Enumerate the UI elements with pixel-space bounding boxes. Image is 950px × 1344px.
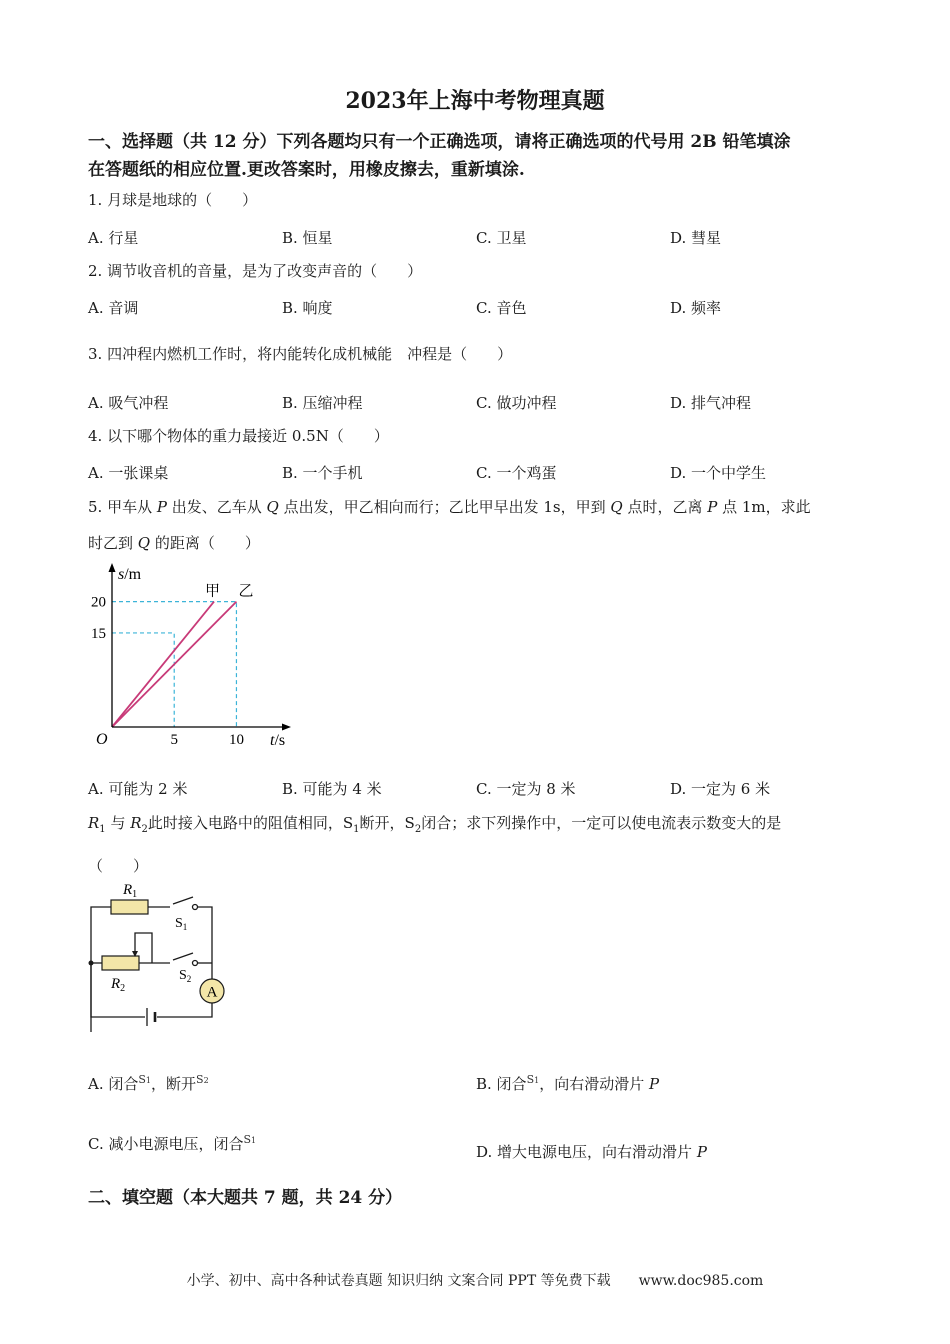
q5-point-q: Q xyxy=(266,498,279,516)
q4-option-b: B. 一个手机 xyxy=(282,464,363,482)
q6-line-1 xyxy=(88,808,868,845)
q6-option-b xyxy=(476,1073,659,1094)
section-2-heading: 二、填空题（本大题共 7 题，共 24 分） xyxy=(88,1188,403,1208)
q6-a-s1-sub: 1 xyxy=(145,1076,152,1085)
series-label-1: 甲 xyxy=(205,583,221,600)
question-6-stem xyxy=(88,808,868,881)
q6-c-text: C. 减小电源电压，闭合 xyxy=(88,1135,244,1153)
page-footer: 小学、初中、高中各种试卷真题 知识归纳 文案合同 PPT 等免费下载 www.doc985.com xyxy=(186,1273,764,1289)
q6-option-d xyxy=(476,1141,707,1162)
q6-c-s1-letter: S xyxy=(243,1133,252,1146)
q1-option-b: B. 恒星 xyxy=(282,229,333,247)
q6-r1: R xyxy=(88,814,100,832)
q2-option-a: A. 音调 xyxy=(88,299,139,317)
y-axis-unit: /m xyxy=(124,566,142,583)
rheostat-r2 xyxy=(102,956,139,970)
q6-r2: R xyxy=(130,814,142,832)
s2-label xyxy=(179,968,191,984)
x-axis-var: t xyxy=(270,732,275,749)
q6-a-s1 xyxy=(138,1073,151,1086)
question-2-stem: 2. 调节收音机的音量，是为了改变声音的（ ） xyxy=(88,262,423,280)
r2-label xyxy=(110,976,125,994)
q6-c-s1-sub: 1 xyxy=(251,1136,257,1145)
x-axis-arrow xyxy=(282,724,291,731)
r1-label-letter: R xyxy=(123,882,133,898)
y-axis-arrow xyxy=(109,563,116,572)
q5-option-a: A. 可能为 2 米 xyxy=(88,780,188,798)
q5-text-d: 点时，乙离 xyxy=(622,498,708,516)
q5-option-c: C. 一定为 8 米 xyxy=(476,780,576,798)
q3-option-a: A. 吸气冲程 xyxy=(88,394,169,412)
q6-a-text-1: A. 闭合 xyxy=(88,1075,139,1093)
q6-a-s1-letter: S xyxy=(138,1073,146,1086)
r2-label-sub: 2 xyxy=(120,983,126,994)
q6-a-s2-letter: S xyxy=(196,1073,204,1086)
q6-d-text: D. 增大电源电压，向右滑动滑片 xyxy=(476,1143,697,1161)
s-t-graph xyxy=(80,560,310,760)
s2-label-sub: 2 xyxy=(186,974,192,984)
q6-a-s2-sub: 2 xyxy=(203,1076,209,1085)
question-4-stem: 4. 以下哪个物体的重力最接近 0.5N（ ） xyxy=(88,427,389,445)
q2-option-d: D. 频率 xyxy=(670,299,722,317)
x-tick-label-1: 5 xyxy=(170,732,178,748)
page-title: 2023年上海中考物理真题 xyxy=(345,88,605,114)
q6-s2-sub: 2 xyxy=(414,824,422,835)
junction-node xyxy=(89,961,94,966)
q1-option-c: C. 卫星 xyxy=(476,229,527,247)
q6-text-b: 断开，S xyxy=(359,814,415,832)
q5-point-q-2: Q xyxy=(610,498,623,516)
q3-option-b: B. 压缩冲程 xyxy=(282,394,363,412)
q4-option-d: D. 一个中学生 xyxy=(670,464,767,482)
series-label-2: 乙 xyxy=(238,583,254,600)
q6-r2-sub: 2 xyxy=(141,824,148,835)
q5-point-p: P xyxy=(156,498,167,516)
q5-line-2 xyxy=(88,528,868,558)
q6-b-p: P xyxy=(648,1075,660,1093)
q6-r1-sub: 1 xyxy=(99,824,106,835)
q6-text-c: 闭合；求下列操作中，一定可以使电流表示数变大的是 xyxy=(421,814,782,832)
q2-option-b: B. 响度 xyxy=(282,299,333,317)
q6-b-text-2: ，向右滑动滑片 xyxy=(539,1075,649,1093)
q3-option-c: C. 做功冲程 xyxy=(476,394,557,412)
circuit-diagram xyxy=(82,872,242,1032)
q6-a-s2 xyxy=(196,1073,209,1086)
q5-text-a: 5. 甲车从 xyxy=(88,498,157,516)
s1-label-sub: 1 xyxy=(182,922,188,932)
q6-option-c xyxy=(88,1133,256,1154)
question-3-stem: 3. 四冲程内燃机工作时，将内能转化成机械能 冲程是（ ） xyxy=(88,345,513,363)
q2-option-c: C. 音色 xyxy=(476,299,527,317)
q5-text-c: 点出发，甲乙相向而行；乙比甲早出发 1s，甲到 xyxy=(278,498,611,516)
q5-line-1 xyxy=(88,492,868,522)
q6-d-p: P xyxy=(696,1143,707,1161)
q5-line2-a: 时乙到 xyxy=(88,534,138,552)
y-tick-label-2: 20 xyxy=(91,594,106,611)
section-1-heading xyxy=(88,128,868,184)
q5-option-d: D. 一定为 6 米 xyxy=(670,780,771,798)
y-axis-label xyxy=(118,566,142,583)
r1-label xyxy=(122,882,137,900)
q5-point-q-3: Q xyxy=(137,534,151,552)
q6-and: 与 xyxy=(105,814,131,832)
q6-a-text-2: ，断开 xyxy=(151,1075,197,1093)
r1-label-sub: 1 xyxy=(132,889,138,900)
q5-option-b: B. 可能为 4 米 xyxy=(282,780,382,798)
question-5-stem xyxy=(88,492,868,558)
q5-point-p-2: P xyxy=(707,498,718,516)
q4-option-a: A. 一张课桌 xyxy=(88,464,169,482)
section-1-line-1: 一、选择题（共 12 分）下列各题均只有一个正确选项，请将正确选项的代号用 2B 铅笔填涂 xyxy=(88,132,791,152)
guide-line-1 xyxy=(112,633,174,727)
q6-line-2: （ ） xyxy=(88,857,149,875)
q5-line2-b: 的距离（ ） xyxy=(150,534,260,552)
q1-option-a: A. 行星 xyxy=(88,229,139,247)
x-axis-label xyxy=(270,732,285,749)
q4-option-c: C. 一个鸡蛋 xyxy=(476,464,557,482)
q6-c-s1 xyxy=(243,1133,256,1146)
q6-b-text-1: B. 闭合 xyxy=(476,1075,527,1093)
s2-label-letter: S xyxy=(179,968,187,983)
q6-b-s1-letter: S xyxy=(526,1073,535,1086)
q6-b-s1 xyxy=(527,1073,540,1086)
section-1-line-2: 在答题纸的相应位置.更改答案时，用橡皮擦去，重新填涂. xyxy=(88,160,525,180)
q6-s1-sub: 1 xyxy=(353,824,360,835)
r2-label-letter: R xyxy=(111,976,121,992)
q3-option-d: D. 排气冲程 xyxy=(670,394,752,412)
ammeter-label: A xyxy=(206,984,218,1001)
q5-text-b: 出发、乙车从 xyxy=(166,498,267,516)
y-tick-label-1: 15 xyxy=(91,625,106,642)
q6-option-a xyxy=(88,1073,209,1094)
x-tick-label-2: 10 xyxy=(228,732,244,748)
resistor-r1 xyxy=(111,900,148,914)
y-axis-var: s xyxy=(118,566,125,583)
series-line-2 xyxy=(112,602,236,727)
s1-label xyxy=(175,916,187,932)
question-1-stem: 1. 月球是地球的（ ） xyxy=(88,191,258,209)
q6-b-s1-sub: 1 xyxy=(534,1076,540,1085)
s1-label-letter: S xyxy=(175,916,183,931)
series-line-1 xyxy=(112,602,214,727)
q1-option-d: D. 彗星 xyxy=(670,229,722,247)
q5-text-e: 点 1m，求此 xyxy=(717,498,811,516)
x-axis-unit: /s xyxy=(274,732,286,749)
origin-label: O xyxy=(96,731,108,748)
q6-text-a: 此时接入电路中的阻值相同，S xyxy=(147,814,354,832)
